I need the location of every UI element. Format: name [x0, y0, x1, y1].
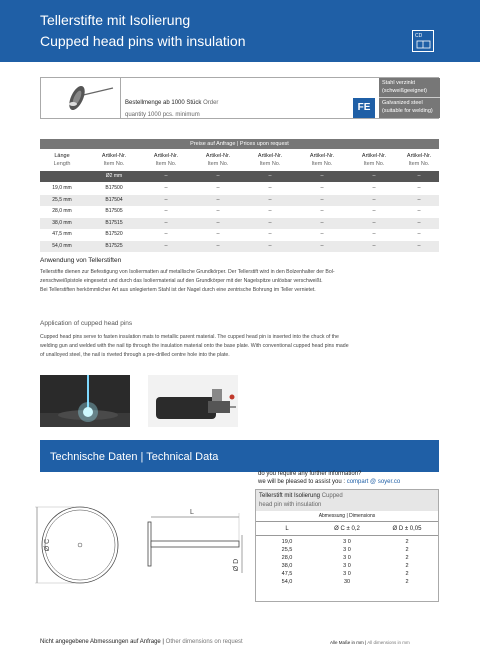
item-number-cell: -- [164, 208, 168, 214]
item-number-cell: -- [164, 242, 168, 249]
table-row [40, 218, 439, 229]
technical-data-title: Technische Daten | Technical Data [50, 451, 219, 463]
diameter-cell: -- [216, 173, 220, 179]
price-column-header [196, 153, 240, 167]
item-number-cell: -- [164, 196, 168, 203]
material-divider [379, 97, 440, 98]
title-de: Tellerstifte mit Isolierung [40, 12, 191, 28]
item-number-cell: B17505 [105, 208, 123, 214]
company-logo [412, 30, 434, 52]
item-number-cell: -- [372, 196, 376, 203]
dimensions-table-header [256, 490, 438, 511]
welding-photo-image [40, 375, 130, 427]
dimensions-divider [256, 521, 438, 522]
price-column-header [300, 153, 344, 167]
material-code-badge: FE [353, 98, 375, 118]
diameter-cell: -- [320, 173, 324, 179]
item-number-cell: -- [417, 242, 421, 249]
dimension-cell: 2 [405, 571, 409, 577]
order-quantity-de: Bestellmenge ab 1000 Stück [125, 100, 202, 106]
item-number-cell: B17500 [105, 185, 123, 191]
dimension-cell: 2 [405, 547, 409, 553]
dimension-cell: 38,0 [281, 563, 293, 569]
item-number-cell: -- [216, 196, 220, 203]
application-de-line: Tellerstifte dienen zur Befestigung von Isoliermatten auf metallische Grundkörper. Der Tellerstift wird in den Bolzenhalter der Bol- [40, 269, 335, 275]
footer-note-de: Nicht angegebene Abmessungen auf Anfrage | [40, 639, 166, 645]
dimension-column-header: L [285, 526, 289, 532]
product-info-box [40, 77, 439, 119]
table-row [40, 229, 439, 240]
length-cell: 47,5 mm [52, 231, 72, 237]
dimension-cell: 47,5 [281, 571, 293, 577]
item-number-cell: B17520 [105, 231, 123, 237]
price-column-header [248, 153, 292, 167]
dimensions-header-divider [256, 535, 438, 536]
price-column-header-de: Artikel-Nr. [406, 153, 432, 159]
footer-units-en: All dimensions in mm [367, 640, 410, 645]
item-number-cell: -- [216, 219, 220, 226]
price-column-header-en: Item No. [408, 161, 430, 167]
price-column-header [40, 153, 84, 167]
technical-drawing [30, 495, 250, 595]
item-number-cell: -- [372, 231, 376, 237]
diameter-cell [40, 171, 84, 182]
dimension-cell: 3 0 [343, 539, 351, 545]
diameter-cell: -- [164, 173, 168, 179]
footer-note-en: Other dimensions on request [165, 639, 243, 645]
item-number-cell: -- [216, 185, 220, 191]
help-contact [258, 479, 400, 485]
length-cell: 54,0 mm [52, 242, 72, 249]
dimension-cell: 25,5 [281, 547, 293, 553]
item-number-cell: -- [372, 208, 376, 214]
dimension-cell: 3 0 [343, 563, 351, 569]
footer-units [330, 640, 410, 645]
order-quantity-en: Order [203, 100, 219, 106]
item-number-cell: -- [417, 231, 421, 237]
item-number-cell: -- [320, 242, 324, 249]
dimension-column-header: Ø C ± 0,2 [334, 526, 360, 532]
length-cell: 38,0 mm [52, 219, 72, 226]
item-number-cell: -- [417, 185, 421, 191]
application-text-en [40, 333, 440, 360]
item-number-cell: -- [372, 219, 376, 226]
item-number-cell: -- [268, 231, 272, 237]
item-number-cell: -- [216, 208, 220, 214]
dimension-cell: 2 [405, 563, 409, 569]
price-column-header-en: Item No. [103, 161, 125, 167]
price-column-header-de: Artikel-Nr. [257, 153, 283, 159]
dimension-cell: 2 [405, 579, 409, 585]
dimensions-label: Abmessung | Dimensions [318, 513, 376, 519]
welding-gun-photo-image [148, 375, 238, 427]
contact-email-link[interactable]: compart @ soyer.co [346, 479, 401, 485]
diameter-cell: -- [372, 173, 376, 179]
price-column-header [92, 153, 136, 167]
length-cell: 25,5 mm [52, 196, 72, 203]
price-table-header: Preise auf Anfrage | Prices upon request [40, 139, 439, 149]
application-text-de [40, 268, 440, 295]
footer-units-de: Alle Maße in mm | [330, 640, 368, 645]
price-table [40, 139, 439, 252]
table-title-de: Tellerstift mit Isolierung [259, 493, 321, 499]
dimension-cell: 3 0 [343, 571, 351, 577]
item-number-cell: -- [268, 185, 272, 191]
material-en-1: Galvanized steel [382, 100, 423, 106]
diameter-cell: Ø2 mm [105, 173, 123, 179]
price-column-header-de: Artikel-Nr. [205, 153, 231, 159]
welding-gun-photo [148, 375, 238, 427]
diameter-row [40, 171, 439, 182]
table-title-en-1: Cupped [321, 493, 343, 499]
application-de-line: Bei Tellerstiften herkömmlicher Art aus unlegiertem Stahl ist der Nagel durch eine zentrische Bohrung im Teller vernietet. [40, 287, 316, 293]
material-description [379, 78, 440, 118]
diameter-cell: -- [268, 173, 272, 179]
item-number-cell: -- [417, 208, 421, 214]
length-cell: 19,0 mm [52, 185, 72, 191]
table-row [40, 241, 439, 252]
application-en-line: Cupped head pins serve to fasten insulation mats to metallic parent material. The cupped head pin is inserted into the chuck of the [40, 334, 339, 340]
item-number-cell: -- [372, 185, 376, 191]
material-de-2: (schweißgeeignet) [382, 88, 427, 94]
price-column-header-de: Artikel-Nr. [309, 153, 335, 159]
dimension-cell: 30 [343, 579, 351, 585]
diameter-d-label: Ø D [233, 558, 240, 572]
dimension-cell: 28,0 [281, 555, 293, 561]
dimension-cell: 2 [405, 539, 409, 545]
dimension-column-header: Ø D ± 0,05 [392, 526, 422, 532]
price-column-header-en: Item No. [259, 161, 281, 167]
footer-note [40, 639, 243, 645]
item-number-cell: -- [164, 231, 168, 237]
dimension-cell: 3 0 [343, 555, 351, 561]
application-en-line: of unalloyed steel, the nail is riveted through a pre-drilled centre hole into the plate. [40, 352, 230, 358]
price-column-header [144, 153, 188, 167]
price-column-header-de: Artikel-Nr. [153, 153, 179, 159]
help-contact-prefix: we will be pleased to assist you : [258, 479, 347, 485]
item-number-cell: -- [216, 231, 220, 237]
logo-icon [413, 31, 435, 53]
item-number-cell: -- [320, 208, 324, 214]
title-en: Cupped head pins with insulation [40, 33, 246, 49]
item-number-cell: -- [320, 231, 324, 237]
help-text: do you require any further information? [258, 471, 362, 477]
item-number-cell: B17504 [105, 196, 123, 203]
product-image [41, 78, 121, 118]
quantity-minimum: quantity 1000 pcs. minimum [125, 112, 200, 118]
dimension-cell: 2 [405, 555, 409, 561]
length-cell: 28,0 mm [52, 208, 72, 214]
material-de-1: Stahl verzinkt [382, 80, 416, 86]
item-number-cell: -- [320, 219, 324, 226]
price-column-header-en: Length [53, 161, 71, 167]
dimension-cell: 19,0 [281, 539, 293, 545]
application-en-line: welding gun and welded with the nail tip through the insulation material onto the base plate. With conventional cupped head pins made [40, 343, 349, 349]
price-column-header-en: Item No. [311, 161, 333, 167]
item-number-cell: -- [268, 242, 272, 249]
item-number-cell: -- [417, 196, 421, 203]
item-number-cell: -- [268, 196, 272, 203]
item-number-cell: -- [320, 196, 324, 203]
price-column-header [352, 153, 396, 167]
price-column-header-de: Artikel-Nr. [101, 153, 127, 159]
item-number-cell: -- [216, 242, 220, 249]
welding-photo [40, 375, 130, 427]
application-title-de: Anwendung von Tellerstiften [40, 257, 122, 264]
logo-text: CD [415, 33, 423, 39]
length-l-label: L [190, 509, 194, 516]
item-number-cell: B17515 [105, 219, 123, 226]
price-column-header-de: Länge [54, 153, 70, 159]
table-row [40, 195, 439, 206]
diameter-cell: -- [417, 173, 421, 179]
item-number-cell: -- [268, 208, 272, 214]
price-column-header-en: Item No. [155, 161, 177, 167]
application-title-en: Application of cupped head pins [40, 320, 133, 327]
technical-data-header [40, 440, 439, 472]
item-number-cell: -- [164, 219, 168, 226]
price-column-header-en: Item No. [207, 161, 229, 167]
table-row [40, 183, 439, 194]
dimension-cell: 3 0 [343, 547, 351, 553]
table-title-en-2: head pin with insulation [259, 502, 322, 508]
pin-dimension-drawing [30, 495, 250, 595]
item-number-cell: -- [372, 242, 376, 249]
cupped-head-pin-icon [41, 78, 121, 118]
dimension-cell: 54,0 [281, 579, 293, 585]
application-de-line: zenschweißpistole eingesetzt und durch das Isoliermaterial auf den Grundkörper mit der Nagelspitze unlösbar verschweißt. [40, 278, 323, 284]
material-en-2: (suitable for welding) [382, 108, 433, 114]
item-number-cell: -- [320, 185, 324, 191]
item-number-cell: -- [417, 219, 421, 226]
price-column-header-en: Item No. [363, 161, 385, 167]
diameter-c-label: Ø C [44, 538, 51, 552]
page-header [0, 0, 480, 62]
table-row [40, 206, 439, 217]
dimensions-table [255, 489, 439, 602]
item-number-cell: -- [268, 219, 272, 226]
item-number-cell: B17525 [105, 242, 123, 249]
price-column-header [397, 153, 441, 167]
price-column-header-de: Artikel-Nr. [361, 153, 387, 159]
item-number-cell: -- [164, 185, 168, 191]
